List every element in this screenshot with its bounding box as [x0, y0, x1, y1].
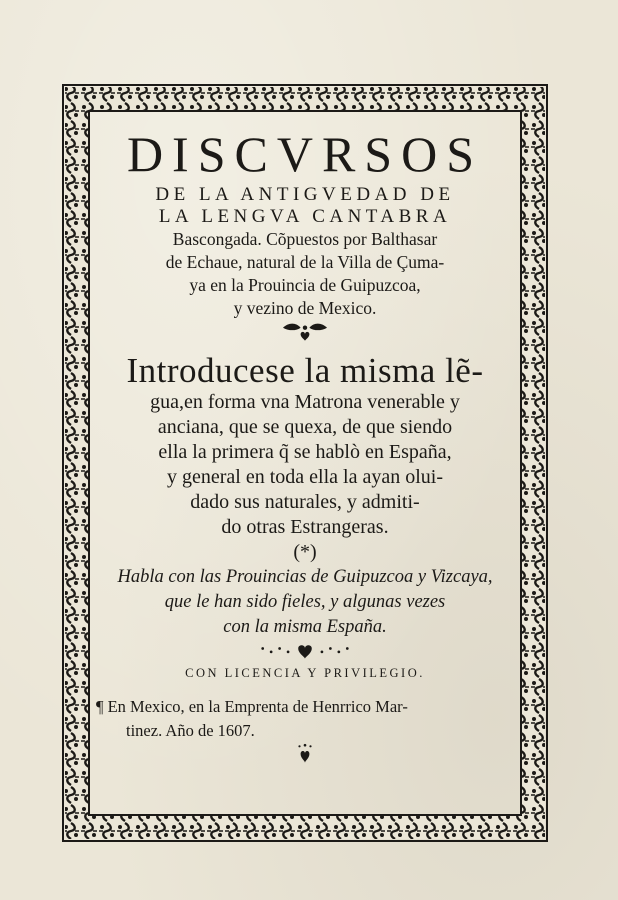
intro-line-1: gua,en forma vna Matrona venerable y	[150, 391, 460, 413]
author-line-4: y vezino de Mexico.	[233, 298, 377, 318]
intro-line-3: ella la primera q̃ se hablò en España,	[158, 441, 452, 463]
italic-line-2: que le han sido fieles, y algunas vezes	[164, 592, 446, 612]
intro-line-4: y general en toda ella la ayan olui-	[167, 466, 443, 488]
intro-line-2: anciana, que se quexa, de que siendo	[157, 416, 453, 438]
asterisk-mark: (*)	[293, 541, 317, 563]
main-title: DISCVRSOS	[126, 126, 484, 182]
heart-fleuron-icon	[275, 743, 335, 765]
intro-line-6: do otras Estrangeras.	[221, 516, 389, 538]
imprint-line-2: tinez. Año de 1607.	[126, 721, 255, 740]
subtitle-line-1: DE LA ANTIGVEDAD DE	[155, 184, 455, 205]
italic-line-1: Habla con las Prouincias de Guipuzcoa y Vizcaya,	[117, 567, 493, 587]
subtitle-line-2: LA LENGVA CANTABRA	[158, 206, 452, 227]
fleuron-ornament-icon	[245, 320, 365, 342]
title-text-block	[96, 118, 514, 808]
author-line-1: Bascongada. Cõpuestos por Balthasar	[172, 229, 438, 249]
license-line: CON LICENCIA Y PRIVILEGIO.	[185, 666, 425, 680]
italic-line-3: con la misma España.	[223, 617, 387, 637]
intro-heading: Introducese la misma lẽ-	[126, 351, 484, 390]
dotted-ornament-icon	[225, 640, 385, 662]
author-line-3: ya en la Prouincia de Guipuzcoa,	[189, 275, 421, 295]
imprint-line-1: ¶ En Mexico, en la Emprenta de Henrrico Mar-	[96, 697, 408, 716]
author-line-2: de Echaue, natural de la Villa de Çuma-	[165, 252, 445, 272]
intro-line-5: dado sus naturales, y admiti-	[190, 491, 420, 513]
